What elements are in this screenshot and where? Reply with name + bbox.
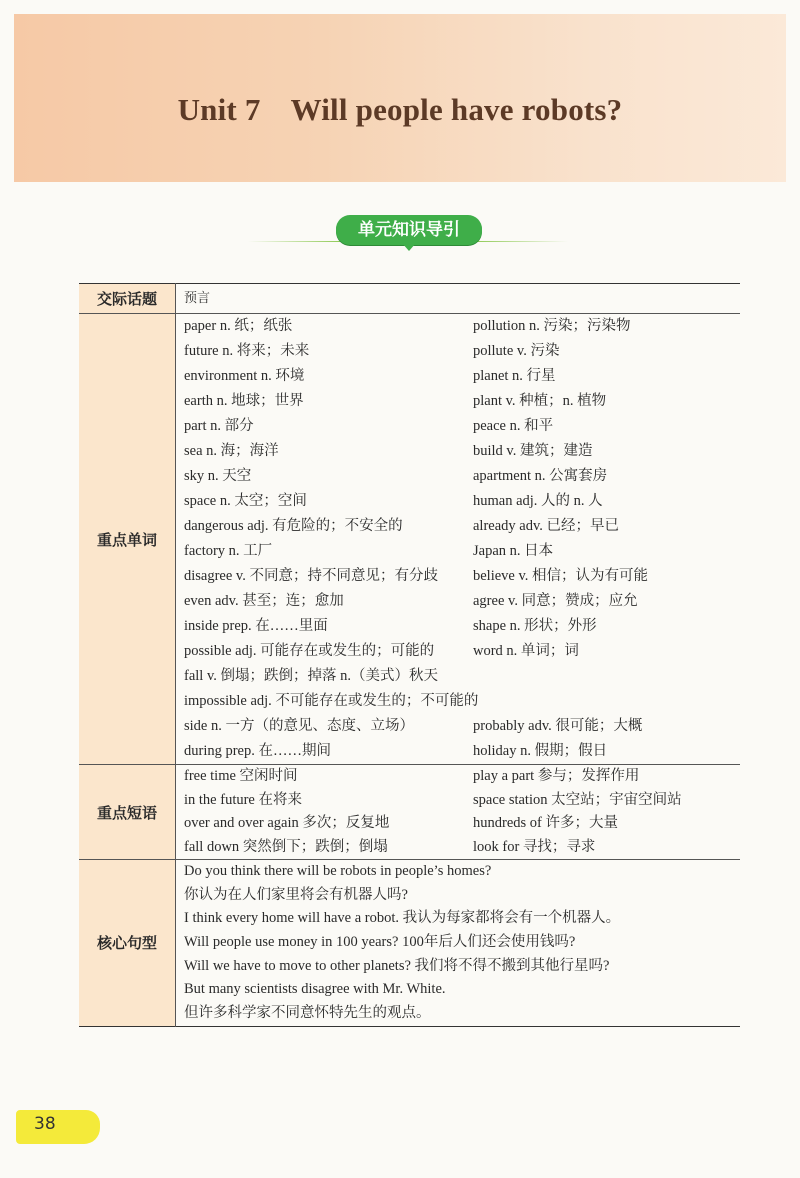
phrase-entry-left: over and over again 多次；反复地	[184, 815, 390, 831]
word-entry-left: sky n. 天空	[184, 468, 252, 484]
table-row-sentences	[79, 860, 740, 1027]
word-entry-left: sea n. 海；海洋	[184, 443, 279, 459]
word-entry-right: Japan n. 日本	[473, 543, 554, 559]
word-entry	[184, 539, 740, 564]
phrase-entry-left: free time 空闲时间	[184, 768, 298, 784]
word-entry-left: paper n. 纸；纸张	[184, 318, 293, 334]
word-entry-left: even adv. 甚至；连；愈加	[184, 593, 344, 609]
phrase-entry	[184, 789, 740, 813]
sentence-line: 但许多科学家不同意怀特先生的观点。	[184, 1005, 431, 1022]
topic-value: 预言	[184, 291, 211, 306]
category-label: 重点单词	[79, 314, 176, 765]
word-entry-left: impossible adj. 不可能存在或发生的；不可能的	[184, 693, 479, 709]
sentence-line: 你认为在人们家里将会有机器人吗?	[184, 886, 408, 903]
sentence-line: I think every home will have a robot. 我认为每家都将会有一个机器人。	[184, 910, 621, 927]
phrase-entry	[184, 836, 740, 860]
phrase-entry-left: in the future 在将来	[184, 791, 302, 808]
phrase-entry-right: look for 寻找；寻求	[473, 838, 596, 855]
word-entry-right: plant v. 种植；n. 植物	[473, 393, 607, 409]
guide-badge: 单元知识导引	[336, 215, 482, 245]
table-row-phrases	[79, 765, 740, 860]
word-entry-right: holiday n. 假期；假日	[473, 743, 608, 759]
word-entry-right: pollute v. 污染	[473, 343, 560, 359]
word-entry-right: believe v. 相信；认为有可能	[473, 568, 649, 584]
sentence-line: Will we have to move to other planets? 我们将不得不搬到其他行星吗?	[184, 957, 610, 974]
word-entry	[184, 514, 740, 539]
word-entry-right: shape n. 形状；外形	[473, 618, 597, 634]
word-entry	[184, 489, 740, 514]
word-entry	[184, 664, 740, 689]
word-entry	[184, 614, 740, 639]
word-entry-left: environment n. 环境	[184, 368, 305, 384]
word-entry-left: during prep. 在……期间	[184, 743, 331, 759]
word-entry	[184, 464, 740, 489]
phrase-entry-left: fall down 突然倒下；跌倒；倒塌	[184, 838, 388, 855]
unit-label: Unit 7	[177, 92, 261, 127]
guide-badge-pointer	[402, 243, 416, 251]
word-entry-right: planet n. 行星	[473, 368, 556, 384]
word-entry-left: dangerous adj. 有危险的；不安全的	[184, 518, 403, 534]
word-entry	[184, 364, 740, 389]
table-row-words	[79, 314, 740, 765]
word-entry	[184, 714, 740, 739]
word-entry-right: already adv. 已经；早已	[473, 518, 620, 534]
word-entry	[184, 739, 740, 764]
words-list	[176, 314, 741, 765]
word-entry-right: word n. 单词；词	[473, 643, 579, 659]
table-row-topic	[79, 284, 740, 314]
word-entry	[184, 689, 740, 714]
phrase-entry-right: hundreds of 许多；大量	[473, 815, 618, 831]
word-entry-left: space n. 太空；空间	[184, 493, 307, 509]
word-entry	[184, 564, 740, 589]
phrase-entry	[184, 765, 740, 789]
word-entry-left: disagree v. 不同意；持不同意见；有分歧	[184, 568, 438, 584]
word-entry	[184, 339, 740, 364]
word-entry-left: side n. 一方（的意见、态度、立场）	[184, 718, 414, 734]
knowledge-table	[79, 283, 740, 1027]
word-entry-left: part n. 部分	[184, 418, 254, 434]
word-entry	[184, 589, 740, 614]
word-entry	[184, 639, 740, 664]
word-entry-right: build v. 建筑；建造	[473, 443, 593, 459]
word-entry-left: possible adj. 可能存在或发生的；可能的	[184, 643, 435, 659]
sentences-list	[176, 860, 741, 1027]
phrase-entry-right: space station 太空站；宇宙空间站	[473, 791, 682, 808]
word-entry	[184, 314, 740, 339]
word-entry	[184, 389, 740, 414]
sentence-line: Do you think there will be robots in people’s homes?	[184, 863, 492, 879]
word-entry-left: factory n. 工厂	[184, 543, 273, 559]
unit-title-text: Will people have robots?	[290, 92, 623, 127]
word-entry-right: probably adv. 很可能；大概	[473, 718, 643, 734]
category-label: 重点短语	[79, 765, 176, 860]
phrase-entry-right: play a part 参与；发挥作用	[473, 768, 640, 784]
word-entry-left: inside prep. 在……里面	[184, 618, 328, 634]
word-entry-right: human adj. 人的 n. 人	[473, 493, 603, 509]
word-entry-left: earth n. 地球；世界	[184, 393, 304, 409]
word-entry-right: apartment n. 公寓套房	[473, 468, 608, 484]
word-entry-left: future n. 将来；未来	[184, 343, 310, 359]
sentence-line: But many scientists disagree with Mr. White.	[184, 981, 446, 998]
phrase-entry	[184, 812, 740, 836]
sentence-line: Will people use money in 100 years? 100年后人们还会使用钱吗?	[184, 934, 576, 951]
word-entry-right: pollution n. 污染；污染物	[473, 318, 631, 334]
word-entry-right: agree v. 同意；赞成；应允	[473, 593, 638, 609]
word-entry-left: fall v. 倒塌；跌倒；掉落 n.（美式）秋天	[184, 668, 439, 684]
category-label: 交际话题	[79, 284, 176, 314]
page-number-tab	[16, 1110, 100, 1144]
category-label: 核心句型	[79, 860, 176, 1027]
word-entry	[184, 414, 740, 439]
word-entry-right: peace n. 和平	[473, 418, 554, 434]
phrases-list	[176, 765, 741, 860]
page-number: 38	[34, 1114, 56, 1134]
page-title	[14, 92, 786, 128]
word-entry	[184, 439, 740, 464]
